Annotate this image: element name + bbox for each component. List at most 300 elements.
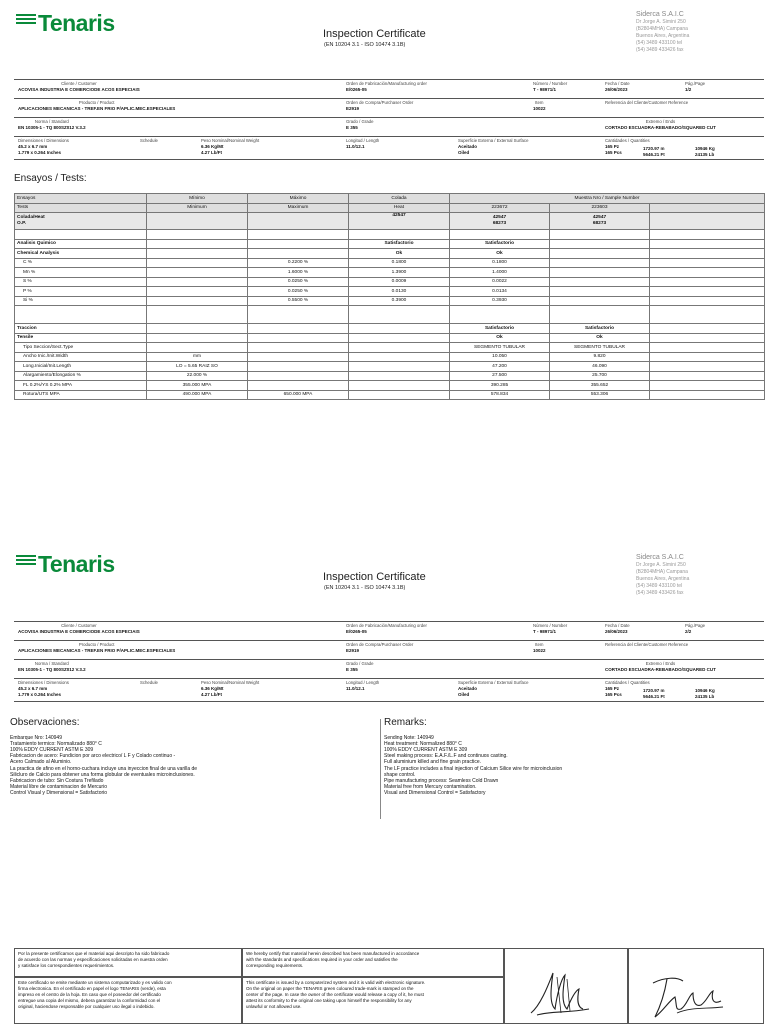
- length-value: 11.0/12.1: [346, 686, 365, 691]
- ends-label: Extremo / Ends: [645, 119, 676, 124]
- text-line: Control Visual y Dimensional = Satisfactorio: [10, 789, 108, 796]
- item-label: Item: [535, 100, 544, 105]
- item-value: 10022: [533, 648, 546, 653]
- page-label: Pág./Page: [685, 81, 706, 86]
- tens-max-cell: [248, 343, 349, 353]
- header-row: [14, 79, 764, 98]
- op-label: O.P.: [17, 221, 26, 226]
- company-address: [636, 10, 689, 54]
- company-line: Buenos Aires, Argentina: [636, 576, 690, 582]
- certificate-title: Inspection Certificate: [323, 28, 426, 40]
- item-value: 10022: [533, 106, 546, 111]
- chem-s1-cell: 0.0022: [450, 277, 550, 287]
- header-row: [14, 136, 764, 160]
- grade-value: E 355: [346, 125, 358, 130]
- table-cell: [147, 277, 248, 287]
- dimensions-value: 45.2 x 6.7 mm: [18, 686, 48, 691]
- result-ok: Ok: [450, 249, 550, 259]
- tens-s2-cell: 355.652: [550, 381, 650, 391]
- quantities-value: 165 Pcs: [605, 692, 622, 697]
- weight-label: Peso Nominal/Nominal Weight: [201, 138, 260, 143]
- header-cell: Heat: [349, 203, 450, 213]
- table-cell: [650, 268, 765, 278]
- table-cell: [248, 213, 349, 230]
- schedule-label: Schedule: [140, 138, 158, 143]
- logo-text: Tenaris: [38, 10, 115, 36]
- header-cell: Mínimo: [147, 194, 248, 204]
- dimensions-label: Dimensiones / Dimensions: [18, 138, 69, 143]
- text-line: La practica de afino en el horno-cuchara incluye una inyeccion final de una varilla de: [10, 765, 198, 772]
- chem-label-cell: Mn %: [15, 268, 147, 278]
- disclaimer-line: This certificate is issued by a computerized system and it is valid with electronic signature.: [246, 980, 426, 985]
- certificate-header-block: [14, 621, 764, 702]
- header-row: [14, 117, 764, 136]
- text-line: Fabricacion de tubo: Sin Costura Trefilado: [10, 777, 104, 784]
- product-value: APLICACIONES MECANICAS - TREF.EN FRIO P/APLIC.MEC.ESPECIALES: [18, 106, 176, 111]
- table-row: [15, 371, 765, 381]
- table-row: [15, 362, 765, 372]
- schedule-label: Schedule: [140, 680, 158, 685]
- header-cell: Minimum: [147, 203, 248, 213]
- result-text: Satisfactorio: [349, 239, 450, 249]
- dimensions-value: 1.779 x 0.264 Inches: [18, 150, 62, 155]
- chem-title-row: [15, 249, 765, 259]
- signature-icon: [527, 969, 597, 1021]
- chem-s1-cell: 0.0134: [450, 287, 550, 297]
- quantities-length: 1720.97 m: [643, 688, 665, 693]
- tens-s1-cell: 390.285: [450, 381, 550, 391]
- quantities-value: 165 Pz: [605, 144, 620, 149]
- table-cell: [349, 362, 450, 372]
- table-row: [15, 381, 765, 391]
- signature-box: [628, 948, 764, 1024]
- order-value: E/0265-05: [346, 629, 367, 634]
- tens-min-cell: 490.000 MPA: [147, 390, 248, 400]
- tens-title: Traccion: [15, 324, 147, 334]
- chem-s1-cell: 0.3930: [450, 296, 550, 306]
- tens-min-cell: LO = 5.65 RAIZ SO: [147, 362, 248, 372]
- tens-s1-cell: 27.500: [450, 371, 550, 381]
- statement-line: We hereby certify that material herein described has been manufactured in accordance: [246, 951, 420, 956]
- disclaimer-line: On the original on paper the TENARIS green coloured trade-mark is stamped on the: [246, 986, 414, 991]
- page-label: Pág./Page: [685, 623, 706, 628]
- remarks-block: [384, 717, 764, 810]
- disclaimer-line: unlawful or not allowed use.: [246, 1004, 302, 1009]
- disclaimer-en: [242, 977, 504, 1024]
- signature-icon: [647, 971, 729, 1021]
- table-cell: [650, 352, 765, 362]
- table-row: [15, 390, 765, 400]
- remarks-lines: [384, 735, 764, 796]
- tens-s2-cell: SEGMENTO TUBULAR: [550, 343, 650, 353]
- certification-footer: [14, 948, 764, 1024]
- table-cell: [650, 296, 765, 306]
- tens-s2-cell: 25.700: [550, 371, 650, 381]
- tenaris-logo: [16, 12, 126, 40]
- table-cell: [650, 362, 765, 372]
- disclaimer-line: firma electronica. En el certificado en papel el logo TENARIS (verde), esta: [18, 986, 166, 991]
- result-text: Satisfactorio: [450, 239, 550, 249]
- header-cell: Tests: [15, 203, 147, 213]
- tens-max-cell: [248, 381, 349, 391]
- chem-s1-cell: 0.1800: [450, 258, 550, 268]
- text-line: Material free from Mercury contamination.: [384, 783, 477, 790]
- company-name: Siderca S.A.I.C: [636, 554, 684, 561]
- quantities-weight: 10946 Kg: [695, 688, 715, 693]
- table-cell: [650, 213, 765, 230]
- disclaimer-line: original, haciendose responsable por cualquier uso ilegal o indebido.: [18, 1004, 155, 1009]
- surface-label: Superficie Externa / External Surface: [458, 138, 529, 143]
- company-line: (54) 3489 433100 tel: [636, 583, 683, 589]
- tens-s1-cell: SEGMENTO TUBULAR: [450, 343, 550, 353]
- observaciones-block: [10, 717, 376, 810]
- chem-max-cell: 0.5500 %: [248, 296, 349, 306]
- order-value: E/0265-05: [346, 87, 367, 92]
- table-cell: [650, 258, 765, 268]
- tens-s1-cell: 578.834: [450, 390, 550, 400]
- page-value: 2/2: [685, 629, 692, 634]
- table-cell: [349, 371, 450, 381]
- customer-value: ACOVISA INDUSTRIA E COMERCIODE ACOS ESPECIAIS: [18, 629, 140, 634]
- ends-value: CORTADO ESCUADRA-REBABADO/SQUARED CUT: [605, 125, 716, 130]
- surface-value: Oiled: [458, 692, 470, 697]
- reference-label: Referencia del Cliente/Customer Reference: [605, 642, 689, 647]
- tens-rows: [15, 343, 765, 400]
- tens-label-cell: Long.Inicial/Init.Length: [15, 362, 147, 372]
- text-line: Silicluro de Calcio para obtener una forma globular de eventuales microinclusiones.: [10, 771, 195, 778]
- header-cell: Colada: [349, 194, 450, 204]
- table-cell: [550, 258, 650, 268]
- page-value: 1/2: [685, 87, 692, 92]
- tens-max-cell: [248, 352, 349, 362]
- tens-s2-cell: 9.820: [550, 352, 650, 362]
- certificate-title: Inspection Certificate: [323, 571, 426, 583]
- result-ok: Ok: [550, 333, 650, 343]
- date-value: 26/06/2023: [605, 629, 628, 634]
- order-label: Orden de Fabricación/Manufacturing order: [346, 81, 427, 86]
- signature-box: [504, 948, 628, 1024]
- table-cell: [650, 390, 765, 400]
- quantities-weight: 24135 Lb: [695, 694, 715, 699]
- observaciones-lines: [10, 735, 376, 796]
- table-row: [15, 277, 765, 287]
- text-line: Fabricacion de acero: Fundicion por arco electrico/ L F y Colado continuo -: [10, 753, 176, 760]
- chem-heat-cell: 1.3900: [349, 268, 450, 278]
- tens-label-cell: FL 0.2%/YS 0.2% MPA: [15, 381, 147, 391]
- chem-title-row: [15, 239, 765, 249]
- tens-s1-cell: 10.050: [450, 352, 550, 362]
- item-label: Item: [535, 642, 544, 647]
- statement-line: with the standards and specifications required in your order and satisfies the: [246, 957, 398, 962]
- table-row: [15, 268, 765, 278]
- quantities-length: 5646.21 Ft: [643, 152, 665, 157]
- customer-value: ACOVISA INDUSTRIA E COMERCIODE ACOS ESPECIAIS: [18, 87, 140, 92]
- chem-title: Analisis Quimico: [15, 239, 147, 249]
- text-line: The LF practice includes a final injection of Calcium Silice wire for microinclusion: [384, 765, 563, 772]
- date-label: Fecha / Date: [605, 81, 630, 86]
- observaciones-title: Observaciones:: [10, 717, 80, 728]
- standard-value: EN 10305-1 - TQ 800SZ012 V.3.2: [18, 667, 86, 672]
- date-value: 26/06/2023: [605, 87, 628, 92]
- table-cell: [650, 371, 765, 381]
- table-cell: [349, 343, 450, 353]
- header-cell: Maximum: [248, 203, 349, 213]
- length-label: Longitud / Length: [346, 138, 380, 143]
- length-value: 11.0/12.1: [346, 144, 365, 149]
- weight-value: 6.36 Kg/Mt: [201, 686, 224, 691]
- quantities-weight: 10946 Kg: [695, 146, 715, 151]
- quantities-label: Cantidades / Quantities: [605, 680, 650, 685]
- grade-label: Grado / Grade: [346, 661, 374, 666]
- statement-en: [242, 948, 504, 977]
- header-cell: Máximo: [248, 194, 349, 204]
- tens-title-en: Tensile: [15, 333, 147, 343]
- text-line: Full aluminium killed and fine grain practice.: [384, 759, 481, 766]
- statement-line: Por la presente certificamos que el material aqui descripto ha sido fabricado: [18, 951, 170, 956]
- standard-label: Norma / Standard: [34, 119, 69, 124]
- table-cell: [147, 213, 248, 230]
- tens-title-row: [15, 333, 765, 343]
- table-row: [15, 287, 765, 297]
- table-row: [15, 258, 765, 268]
- ends-label: Extremo / Ends: [645, 661, 676, 666]
- tens-max-cell: [248, 371, 349, 381]
- text-line: Embarque Nro: 140949: [10, 735, 62, 742]
- statement-es: [14, 948, 242, 977]
- header-row: [14, 621, 764, 640]
- chem-label-cell: S %: [15, 277, 147, 287]
- logo-mark-icon: [16, 14, 36, 26]
- quantities-value: 165 Pz: [605, 686, 620, 691]
- heat-row: [15, 213, 765, 230]
- quantities-length: 5646.21 Ft: [643, 694, 665, 699]
- tens-max-cell: [248, 362, 349, 372]
- tens-s2-cell: 46.090: [550, 362, 650, 372]
- chem-s1-cell: 1.4000: [450, 268, 550, 278]
- certificate-subtitle: (EN 10204 3.1 - ISO 10474 3.1B): [324, 585, 406, 591]
- text-line: Heat treatment: Normalized 880° C: [384, 741, 462, 748]
- company-line: (54) 3489 433426 fax: [636, 47, 684, 53]
- surface-value: Aceitado: [458, 686, 478, 691]
- result-text: Satisfactorio: [450, 324, 550, 334]
- header-row: [14, 678, 764, 702]
- header-cell: 223672: [450, 203, 550, 213]
- number-value: T - 98971/1: [533, 87, 557, 92]
- table-cell: [147, 268, 248, 278]
- remarks-title: Remarks:: [384, 717, 427, 728]
- disclaimer-line: Este certificado se emite mediante un sistema computarizado y es valido con: [18, 980, 172, 985]
- weight-value: 4.27 Lb/Ft: [201, 150, 223, 155]
- table-cell: [650, 277, 765, 287]
- header-cell: Muestra Nro / Sample Number: [450, 194, 765, 204]
- heat-label-cell: [15, 213, 147, 230]
- table-cell: [650, 381, 765, 391]
- logo-text: Tenaris: [38, 551, 115, 577]
- purchase-value: E2919: [346, 648, 360, 653]
- tens-label-cell: Ancho Inic./Init.Width: [15, 352, 147, 362]
- tests-table: [14, 193, 765, 400]
- chem-heat-cell: 0.0009: [349, 277, 450, 287]
- tens-label-cell: Tipo Seccion/Sect.Type: [15, 343, 147, 353]
- tens-min-cell: 22.000 %: [147, 371, 248, 381]
- number-label: Número / Number: [533, 623, 568, 628]
- result-text: Satisfactorio: [550, 324, 650, 334]
- sample-heat: 42547: [492, 215, 507, 220]
- tests-title: Ensayos / Tests:: [14, 173, 87, 184]
- number-label: Número / Number: [533, 81, 568, 86]
- weight-label: Peso Nominal/Nominal Weight: [201, 680, 260, 685]
- table-cell: [550, 268, 650, 278]
- chem-max-cell: 0.0250 %: [248, 287, 349, 297]
- certificate-subtitle: (EN 10204 3.1 - ISO 10474 3.1B): [324, 42, 406, 48]
- company-line: (B2804MHA) Campana: [636, 569, 688, 575]
- text-line: shape control.: [384, 771, 416, 778]
- table-cell: [550, 287, 650, 297]
- surface-label: Superficie Externa / External Surface: [458, 680, 529, 685]
- table-cell: [650, 287, 765, 297]
- logo-mark-icon: [16, 555, 36, 567]
- surface-value: Aceitado: [458, 144, 478, 149]
- sample-cell: [550, 213, 650, 230]
- company-line: (54) 3489 433100 tel: [636, 40, 683, 46]
- tens-s2-cell: 553.306: [550, 390, 650, 400]
- statement-line: de acuerdo con las normas y especificaciones solicitadas en nuestra orden: [18, 957, 168, 962]
- text-line: 100% EDDY CURRENT ASTM E 309: [10, 747, 94, 754]
- table-cell: [550, 277, 650, 287]
- heat-value: 42547: [349, 213, 450, 230]
- purchase-value: E2919: [346, 106, 360, 111]
- chem-heat-cell: 0.0130: [349, 287, 450, 297]
- table-cell: [650, 343, 765, 353]
- table-row: [15, 352, 765, 362]
- chem-label-cell: Si %: [15, 296, 147, 306]
- tens-max-cell: 650.000 MPA: [248, 390, 349, 400]
- certificate-header-block: [14, 79, 764, 160]
- header-row: [14, 98, 764, 117]
- length-label: Longitud / Length: [346, 680, 380, 685]
- table-row: [15, 296, 765, 306]
- table-cell: [349, 352, 450, 362]
- chem-max-cell: 0.0250 %: [248, 277, 349, 287]
- quantities-value: 165 Pcs: [605, 150, 622, 155]
- table-cell: [550, 296, 650, 306]
- text-line: 100% EDDY CURRENT ASTM E 309: [384, 747, 468, 754]
- disclaimer-line: entregue una copia del mismo, debera garantizar la conformidad con el: [18, 998, 161, 1003]
- date-label: Fecha / Date: [605, 623, 630, 628]
- chem-max-cell: 1.6000 %: [248, 268, 349, 278]
- text-line: Tratamiento termico: Normalizado 880° C: [10, 741, 102, 748]
- text-line: Acero Calmado al Aluminio.: [10, 759, 72, 766]
- tens-s1-cell: 47.200: [450, 362, 550, 372]
- company-line: Dr Jorge A. Simini 250: [636, 562, 686, 568]
- surface-value: Oiled: [458, 150, 470, 155]
- purchase-label: Orden de Compra/Purchaser Order: [346, 642, 414, 647]
- disclaimer-line: attest its conformity to the original one taking upon himself the responsibility for any: [246, 998, 412, 1003]
- customer-label: Cliente / Customer: [61, 623, 97, 628]
- dimensions-label: Dimensiones / Dimensions: [18, 680, 69, 685]
- weight-value: 6.36 Kg/Mt: [201, 144, 224, 149]
- table-header-row: [15, 203, 765, 213]
- spacer-row: [15, 315, 765, 324]
- reference-label: Referencia del Cliente/Customer Reference: [605, 100, 689, 105]
- table-cell: [147, 287, 248, 297]
- tens-label-cell: Alargamiento/Elongation %: [15, 371, 147, 381]
- number-value: T - 98971/1: [533, 629, 557, 634]
- text-line: Sending Note: 140949: [384, 735, 434, 742]
- spacer-row: [15, 306, 765, 315]
- table-header-row: [15, 194, 765, 204]
- disclaimer-es: [14, 977, 242, 1024]
- product-value: APLICACIONES MECANICAS - TREF.EN FRIO P/APLIC.MEC.ESPECIALES: [18, 648, 176, 653]
- chem-rows: [15, 258, 765, 306]
- header-cell: Ensayos: [15, 194, 147, 204]
- tens-label-cell: Rotura/UTS MPA: [15, 390, 147, 400]
- weight-value: 4.27 Lb/Ft: [201, 692, 223, 697]
- chem-heat-cell: 0.3900: [349, 296, 450, 306]
- table-cell: [147, 258, 248, 268]
- spacer-row: [15, 230, 765, 240]
- order-label: Orden de Fabricación/Manufacturing order: [346, 623, 427, 628]
- chem-label-cell: C %: [15, 258, 147, 268]
- heat-label: Colada/Heat: [17, 215, 45, 220]
- grade-label: Grado / Grade: [346, 119, 374, 124]
- dimensions-value: 1.779 x 0.264 Inches: [18, 692, 62, 697]
- chem-title-en: Chemical Analysis: [15, 249, 147, 259]
- standard-value: EN 10305-1 - TQ 800SZ012 V.3.2: [18, 125, 86, 130]
- chem-label-cell: P %: [15, 287, 147, 297]
- table-cell: [349, 390, 450, 400]
- company-address: [636, 553, 689, 597]
- header-row: [14, 659, 764, 678]
- company-line: (54) 3489 433426 fax: [636, 590, 684, 596]
- disclaimer-line: center of the page. In case the owner of the certificate would release a copy of it, he must: [246, 992, 424, 997]
- tens-min-cell: [147, 343, 248, 353]
- company-line: (B2804MHA) Campana: [636, 26, 688, 32]
- sample-op: 68273: [592, 221, 607, 226]
- statement-line: y satisface los correspondientes requerimientos.: [18, 963, 115, 968]
- quantities-length: 1720.97 m: [643, 146, 665, 151]
- company-line: Buenos Aires, Argentina: [636, 33, 690, 39]
- result-ok: Ok: [450, 333, 550, 343]
- table-row: [15, 343, 765, 353]
- header-cell: [650, 203, 765, 213]
- company-name: Siderca S.A.I.C: [636, 11, 684, 18]
- tens-title-row: [15, 324, 765, 334]
- quantities-label: Cantidades / Quantities: [605, 138, 650, 143]
- result-ok: Ok: [349, 249, 450, 259]
- header-cell: 223603: [550, 203, 650, 213]
- text-line: Visual and Dimensional Control = Satisfactory: [384, 789, 486, 796]
- text-line: Material libre de contaminacion de Mercurio: [10, 783, 107, 790]
- tenaris-logo: [16, 553, 126, 581]
- tens-min-cell: 355.000 MPA: [147, 381, 248, 391]
- purchase-label: Orden de Compra/Purchaser Order: [346, 100, 414, 105]
- standard-label: Norma / Standard: [34, 661, 69, 666]
- disclaimer-line: impreso en el centro de la hoja. En caso que el poseedor del certificado: [18, 992, 161, 997]
- text-line: Steel making process: E.A.F./L.F and continuos casting.: [384, 753, 508, 760]
- table-cell: [147, 296, 248, 306]
- sample-op: 68273: [492, 221, 507, 226]
- column-divider: [380, 719, 381, 819]
- text-line: Pipe manufacturing process: Seamless Cold Drawn: [384, 777, 499, 784]
- chem-max-cell: 0.2200 %: [248, 258, 349, 268]
- table-cell: [349, 381, 450, 391]
- quantities-weight: 24135 Lb: [695, 152, 715, 157]
- grade-value: E 355: [346, 667, 358, 672]
- header-row: [14, 640, 764, 659]
- statement-line: corresponding requirements.: [246, 963, 304, 968]
- company-line: Dr Jorge A. Simini 250: [636, 19, 686, 25]
